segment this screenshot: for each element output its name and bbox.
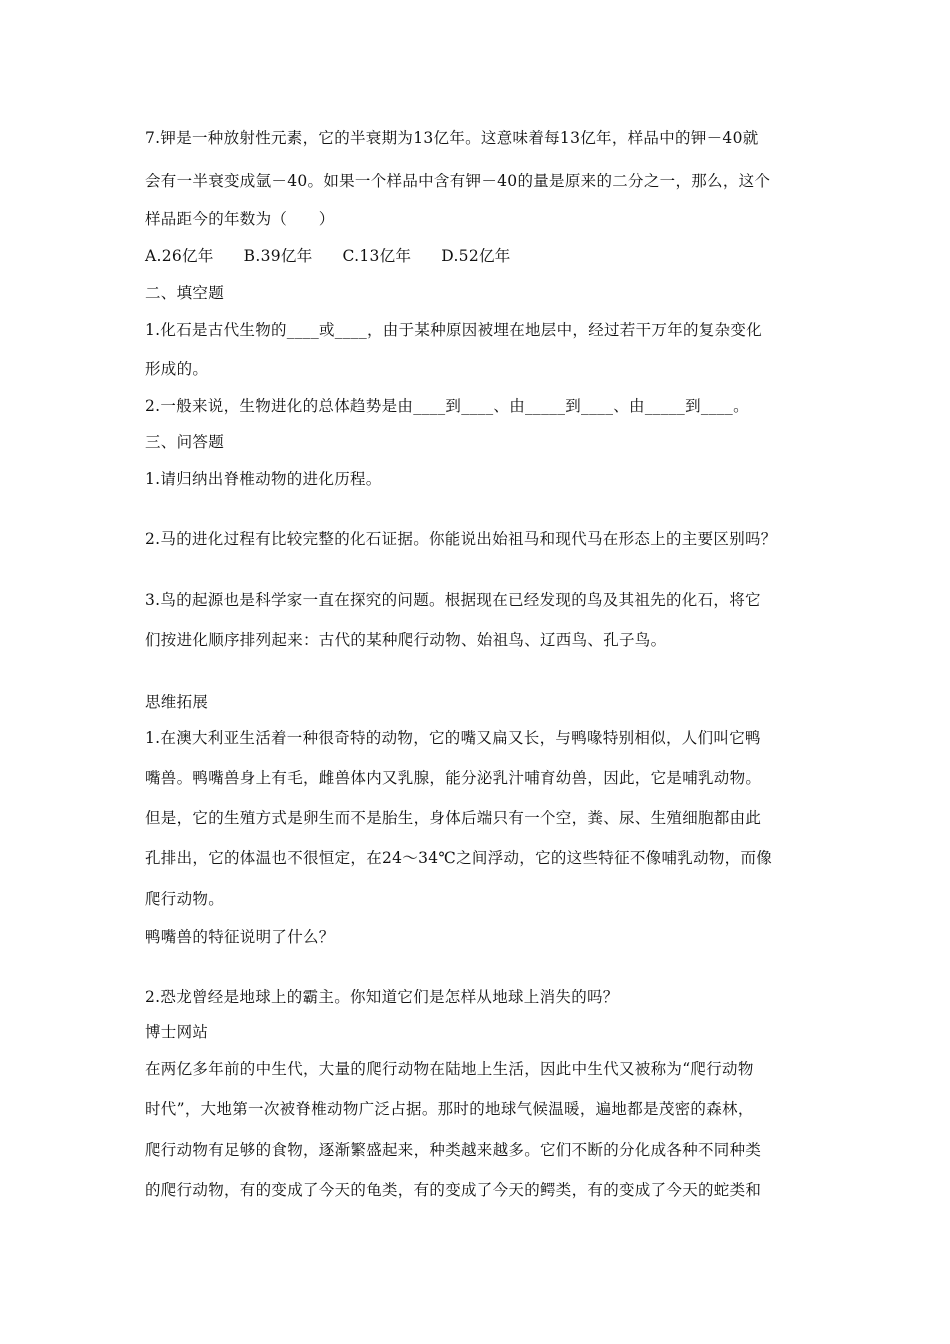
fill-blank-q2: 2.一般来说，生物进化的总体趋势是由____到____、由_____到____、由_____到____。	[145, 397, 749, 415]
qa-q2: 2.马的进化过程有比较完整的化石证据。你能说出始祖马和现代马在形态上的主要区别吗？	[145, 530, 777, 548]
q7-line-3: 样品距今的年数为（ ）	[145, 210, 335, 228]
website-line-3: 爬行动物有足够的食物，逐渐繁盛起来，种类越来越多。它们不断的分化成各种不同种类	[145, 1141, 762, 1159]
q7-line-1: 7.钾是一种放射性元素，它的半衰期为13亿年。这意味着每13亿年，样品中的钾－40就	[145, 129, 759, 147]
website-line-4: 的爬行动物，有的变成了今天的龟类，有的变成了今天的鳄类，有的变成了今天的蛇类和	[145, 1181, 762, 1199]
q7-options	[145, 246, 541, 266]
thinking-q2: 2.恐龙曾经是地球上的霸主。你知道它们是怎样从地球上消失的吗？	[145, 988, 619, 1006]
website-line-2: 时代”，大地第一次被脊椎动物广泛占据。那时的地球气候温暖，遍地都是茂密的森林，	[145, 1100, 754, 1118]
thinking-q1-line-3: 但是，它的生殖方式是卵生而不是胎生，身体后端只有一个空，粪、尿、生殖细胞都由此	[145, 809, 762, 827]
thinking-q1-line-4: 孔排出，它的体温也不很恒定，在24～34℃之间浮动，它的这些特征不像哺乳动物，而像	[145, 849, 773, 867]
q7-option-a: A.26亿年	[145, 247, 214, 265]
q7-line-2: 会有一半衰变成氩－40。如果一个样品中含有钾－40的量是原来的二分之一，那么，这个	[145, 172, 771, 190]
fill-blank-q1-line-1: 1.化石是古代生物的____或____，由于某种原因被埋在地层中，经过若干万年的复杂变化	[145, 321, 762, 339]
qa-heading: 三、问答题	[145, 433, 225, 451]
thinking-q1-line-2: 嘴兽。鸭嘴兽身上有毛，雌兽体内又乳腺，能分泌乳汁哺育幼兽，因此，它是哺乳动物。	[145, 769, 762, 787]
qa-q1: 1.请归纳出脊椎动物的进化历程。	[145, 470, 382, 488]
website-heading: 博士网站	[145, 1023, 209, 1041]
fill-blank-heading: 二、填空题	[145, 284, 225, 302]
q7-option-d: D.52亿年	[441, 247, 511, 265]
thinking-q1-line-1: 1.在澳大利亚生活着一种很奇特的动物，它的嘴又扁又长，与鸭喙特别相似，人们叫它鸭	[145, 729, 761, 747]
q7-option-b: B.39亿年	[243, 247, 313, 265]
thinking-q1-line-5: 爬行动物。	[145, 890, 225, 908]
qa-q3-line-1: 3.鸟的起源也是科学家一直在探究的问题。根据现在已经发现的鸟及其祖先的化石，将它	[145, 591, 761, 609]
q7-option-c: C.13亿年	[342, 247, 412, 265]
website-line-1: 在两亿多年前的中生代，大量的爬行动物在陆地上生活，因此中生代又被称为“爬行动物	[145, 1060, 754, 1078]
fill-blank-q1-line-2: 形成的。	[145, 360, 209, 378]
thinking-heading: 思维拓展	[145, 693, 209, 711]
thinking-q1-question: 鸭嘴兽的特征说明了什么？	[145, 928, 335, 946]
qa-q3-line-2: 们按进化顺序排列起来：古代的某种爬行动物、始祖鸟、辽西鸟、孔子鸟。	[145, 631, 667, 649]
